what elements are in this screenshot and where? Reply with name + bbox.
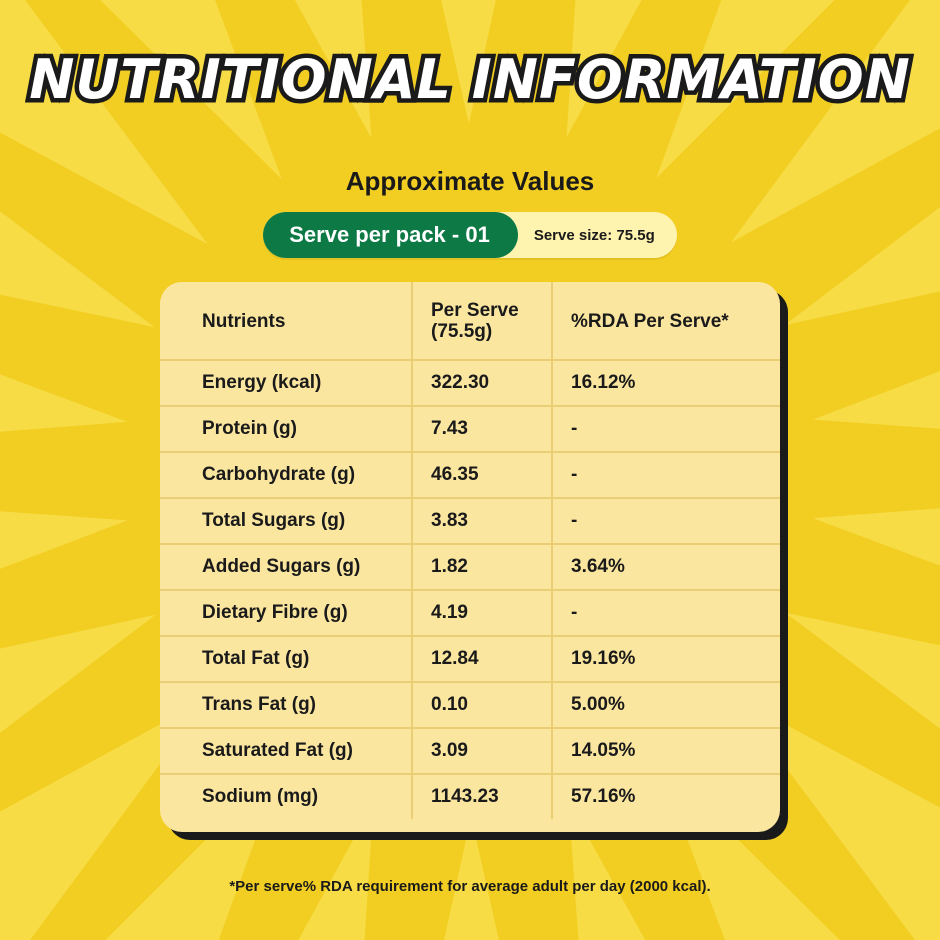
page-title: NUTRITIONAL INFORMATION <box>29 48 911 111</box>
cell-per-serve: 4.19 <box>412 590 552 636</box>
serve-info-row <box>0 212 940 258</box>
column-header-per-serve <box>412 282 552 360</box>
cell-nutrient: Dietary Fibre (g) <box>160 590 412 636</box>
table-row <box>160 360 780 406</box>
footnote: *Per serve% RDA requirement for average adult per day (2000 kcal). <box>229 878 711 895</box>
cell-nutrient: Carbohydrate (g) <box>160 452 412 498</box>
cell-nutrient: Energy (kcal) <box>160 360 412 406</box>
cell-per-serve: 3.09 <box>412 728 552 774</box>
per-serve-line2: (75.5g) <box>431 321 493 343</box>
cell-rda: 16.12% <box>552 360 780 406</box>
serve-per-pack-badge: Serve per pack - 01 <box>263 212 518 258</box>
table-row <box>160 544 780 590</box>
cell-rda: - <box>552 406 780 452</box>
table-row <box>160 406 780 452</box>
cell-nutrient: Added Sugars (g) <box>160 544 412 590</box>
cell-rda: - <box>552 590 780 636</box>
per-serve-line1: Per Serve <box>431 300 519 321</box>
cell-rda: 57.16% <box>552 774 780 819</box>
cell-nutrient: Trans Fat (g) <box>160 682 412 728</box>
cell-nutrient: Saturated Fat (g) <box>160 728 412 774</box>
table-row <box>160 636 780 682</box>
cell-per-serve: 1.82 <box>412 544 552 590</box>
cell-per-serve: 7.43 <box>412 406 552 452</box>
cell-rda: 5.00% <box>552 682 780 728</box>
table-header <box>160 282 780 360</box>
cell-rda: 19.16% <box>552 636 780 682</box>
cell-rda: - <box>552 498 780 544</box>
nutrition-table-card <box>160 282 780 832</box>
column-header-nutrients: Nutrients <box>202 310 286 332</box>
cell-rda: - <box>552 452 780 498</box>
table-row <box>160 452 780 498</box>
table-row <box>160 498 780 544</box>
cell-per-serve: 1143.23 <box>412 774 552 819</box>
column-header-rda: %RDA Per Serve* <box>552 282 780 360</box>
serve-pill <box>263 212 677 258</box>
cell-per-serve: 3.83 <box>412 498 552 544</box>
cell-per-serve: 0.10 <box>412 682 552 728</box>
cell-nutrient: Sodium (mg) <box>160 774 412 819</box>
table-row <box>160 774 780 819</box>
cell-rda: 14.05% <box>552 728 780 774</box>
page-subtitle: Approximate Values <box>345 166 595 196</box>
cell-nutrient: Protein (g) <box>160 406 412 452</box>
table-header-row <box>160 282 780 360</box>
cell-per-serve: 322.30 <box>412 360 552 406</box>
cell-per-serve: 12.84 <box>412 636 552 682</box>
cell-nutrient: Total Fat (g) <box>160 636 412 682</box>
cell-rda: 3.64% <box>552 544 780 590</box>
serve-size-label: Serve size: 75.5g <box>533 226 655 244</box>
table-row <box>160 682 780 728</box>
table-body <box>160 360 780 819</box>
cell-nutrient: Total Sugars (g) <box>160 498 412 544</box>
cell-per-serve: 46.35 <box>412 452 552 498</box>
table-row <box>160 728 780 774</box>
nutrition-table <box>160 282 780 819</box>
table-row <box>160 590 780 636</box>
